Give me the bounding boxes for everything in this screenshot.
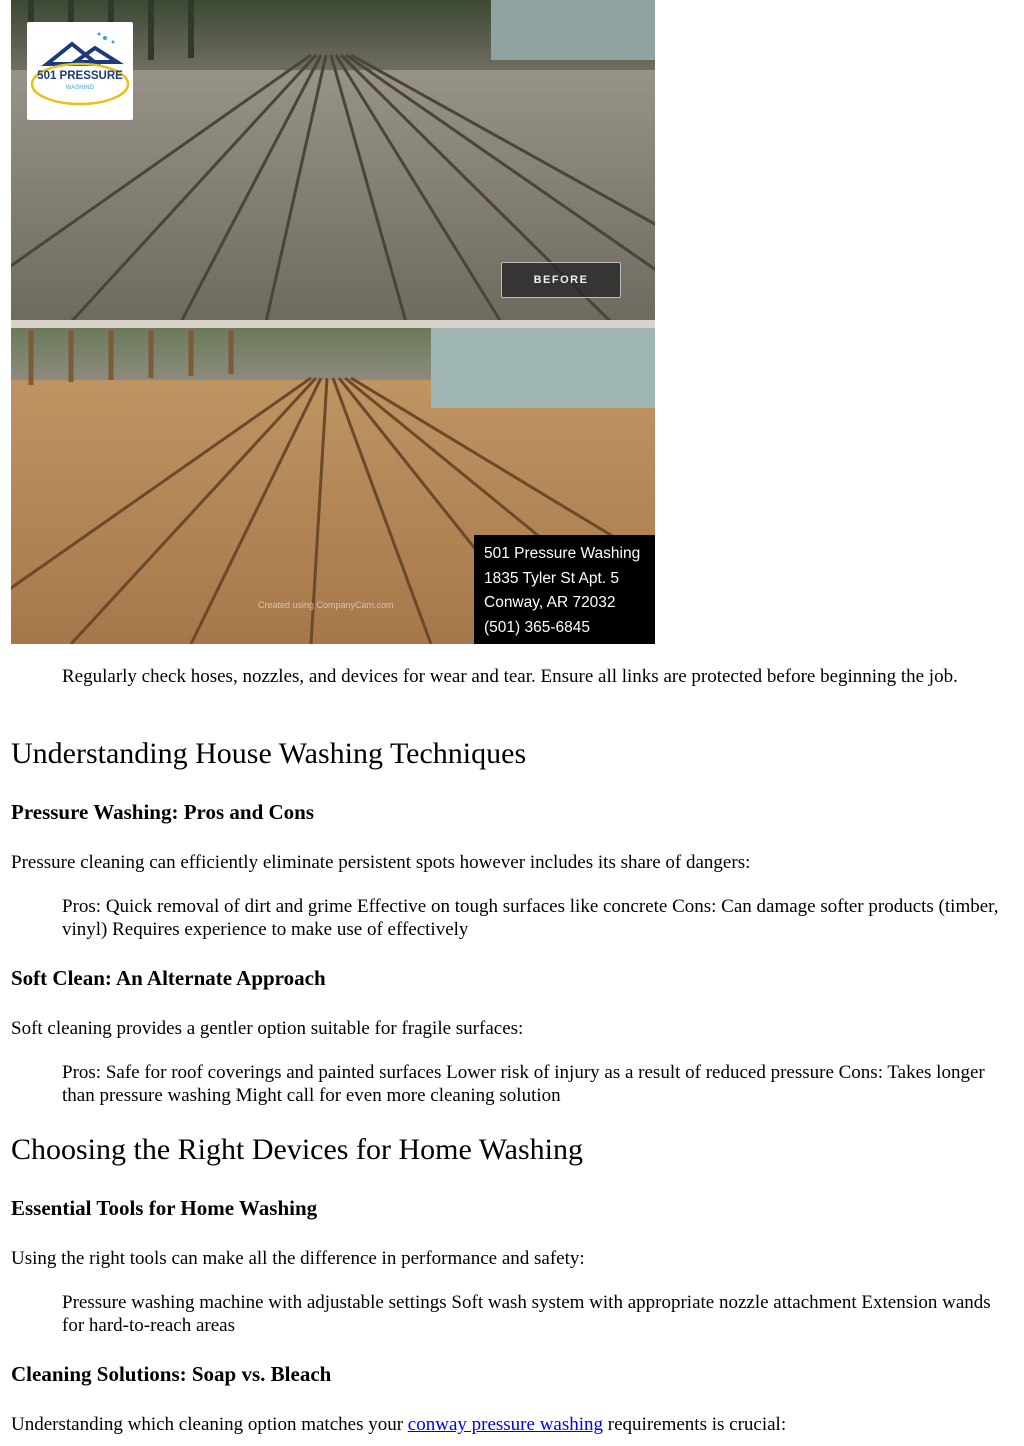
heading-cleaning-solutions: Cleaning Solutions: Soap vs. Bleach bbox=[11, 1362, 332, 1386]
contact-city: Conway, AR 72032 bbox=[484, 594, 616, 611]
heading-house-washing-techniques: Understanding House Washing Techniques bbox=[11, 737, 527, 770]
contact-info-box bbox=[474, 535, 655, 644]
contact-phone: (501) 365-6845 bbox=[484, 618, 590, 636]
contact-street: 1835 Tyler St Apt. 5 bbox=[484, 569, 619, 587]
conway-pressure-washing-link[interactable]: conway pressure washing bbox=[407, 1414, 604, 1435]
heading-essential-tools: Essential Tools for Home Washing bbox=[11, 1196, 318, 1220]
watermark-text: Created using CompanyCam.com bbox=[258, 600, 394, 610]
paragraph-soft-intro: Soft cleaning provides a gentler option suitable for fragile surfaces: bbox=[11, 1018, 524, 1039]
company-logo bbox=[27, 22, 133, 120]
house-roof-icon bbox=[27, 22, 133, 120]
paragraph-solutions-text-before: Understanding which cleaning option matches your bbox=[11, 1414, 408, 1435]
paragraph-solutions bbox=[11, 1413, 1016, 1436]
contact-name: 501 Pressure Washing bbox=[484, 545, 641, 562]
before-label: BEFORE bbox=[501, 262, 621, 298]
before-after-deck-photo bbox=[11, 0, 655, 644]
paragraph-pressure-list: Pros: Quick removal of dirt and grime Effective on tough surfaces like concrete Cons: Can damage softer products (timber, vinyl) Requires experience to make use of effectively bbox=[62, 896, 999, 940]
heading-choosing-devices: Choosing the Right Devices for Home Washing bbox=[11, 1133, 583, 1166]
paragraph-hoses: Regularly check hoses, nozzles, and devices for wear and tear. Ensure all links are protected before beginning the job. bbox=[62, 666, 958, 687]
logo-text: 501 PRESSURE bbox=[37, 70, 123, 82]
paragraph-soft-list: Pros: Safe for roof coverings and painted surfaces Lower risk of injury as a result of reduced pressure Cons: Takes longer than pressure washing Might call for even more cleaning solution bbox=[62, 1062, 985, 1106]
heading-pressure-washing-pros-cons: Pressure Washing: Pros and Cons bbox=[11, 800, 315, 824]
logo-subtext: WASHING bbox=[65, 85, 95, 91]
paragraph-pressure-intro: Pressure cleaning can efficiently eliminate persistent spots however includes its share of dangers: bbox=[11, 852, 751, 873]
heading-soft-clean: Soft Clean: An Alternate Approach bbox=[11, 966, 326, 990]
paragraph-tools-intro: Using the right tools can make all the difference in performance and safety: bbox=[11, 1248, 585, 1269]
paragraph-solutions-text-after: requirements is crucial: bbox=[603, 1414, 787, 1435]
paragraph-tools-list: Pressure washing machine with adjustable settings Soft wash system with appropriate nozzle attachment Extension wands for hard-to-reach areas bbox=[62, 1292, 991, 1336]
